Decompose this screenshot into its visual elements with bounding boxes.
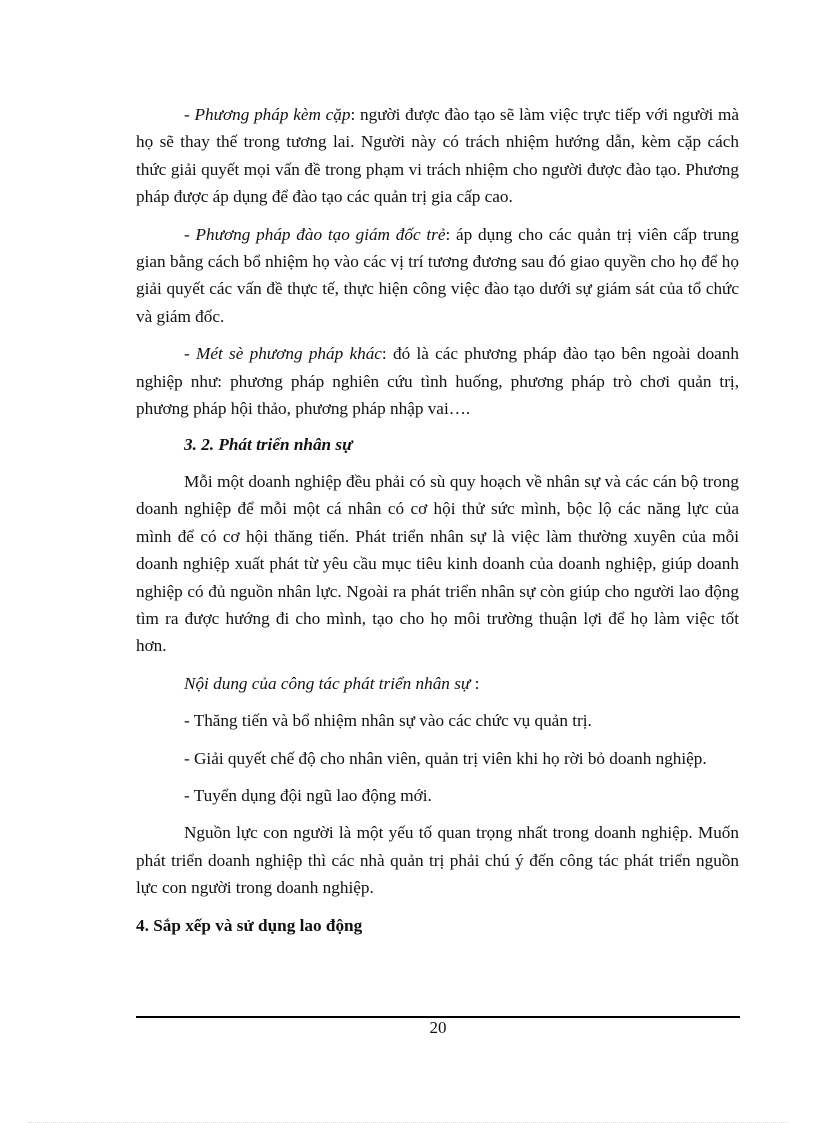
paragraph-human-resources-importance: Nguồn lực con người là một yếu tố quan trọng nhất trong doanh nghiệp. Muốn phát triển doanh nghiệp thì các nhà quản trị phải chú ý đến công tác phát triển nguồn lực con người trong doanh nghiệp. (136, 823, 739, 898)
paragraph-young-director-method: - Phương pháp đào tạo giám đốc trẻ: áp dụng cho các quản trị viên cấp trung gian bằng cách bổ nhiệm họ vào các vị trí tương đương sau đó giao quyền cho họ để họ giải quyết các vấn đề thực tế, thực hiện công việc đào tạo dưới sự giám sát của tổ chức và giám đốc. (136, 224, 739, 326)
list-item-resolve-policy: - Giải quyết chế độ cho nhân viên, quản trị viên khi họ rời bỏ doanh nghiệp. (184, 748, 707, 768)
content-intro: Nội dung của công tác phát triển nhân sự : (184, 673, 480, 693)
paragraph-coaching-method: - Phương pháp kèm cặp: người được đào tạo sẽ làm việc trực tiếp với người mà họ sẽ thay thế trong tương lai. Người này có trách nhiệm hướng dẫn, kèm cặp cách thức giải quyết mọi vấn đề trong phạm vi trách nhiệm cho người được đào tạo. Phương pháp được áp dụng để đào tạo các quản trị gia cấp cao. (136, 105, 739, 207)
term-other-methods: Mét sè phương pháp khác (196, 344, 382, 364)
list-item-promotion: - Thăng tiến và bổ nhiệm nhân sự vào các chức vụ quản trị. (184, 711, 592, 731)
term-coaching-method: Phương pháp kèm cặp (194, 105, 351, 124)
document-body (136, 101, 739, 939)
section-heading-3-2: 3. 2. Phát triển nhân sự (184, 435, 353, 455)
section-heading-4: 4. Sắp xếp và sử dụng lao động (136, 915, 363, 935)
content-intro-label: Nội dung của công tác phát triển nhân sự (184, 673, 471, 693)
page-number: 20 (429, 1018, 447, 1037)
paragraph-hr-development: Mỗi một doanh nghiệp đều phải có sù quy hoạch về nhân sự và các cán bộ trong doanh nghiệp để mỗi một cá nhân có cơ hội thử sức mình, bộc lộ các năng lực của mình để có cơ hội thăng tiến. Phát triển nhân sự là việc làm thường xuyên của mỗi doanh nghiệp xuất phát từ yêu cầu mục tiêu kinh doanh của doanh nghiệp, giúp doanh nghiệp có đủ nguồn nhân lực. Ngoài ra phát triển nhân sự còn giúp cho người lao động tìm ra được hướng đi cho mình, tạo cho họ môi trường thuận lợi để họ làm việc tốt hơn. (136, 471, 739, 656)
list-item-recruitment: - Tuyển dụng đội ngũ lao động mới. (184, 785, 432, 805)
paragraph-other-methods: - Mét sè phương pháp khác: đó là các phương pháp đào tạo bên ngoài doanh nghiệp như: phương pháp nghiên cứu tình huống, phương pháp trò chơi quản trị, phương pháp hội thảo, phương pháp nhập vai…. (136, 344, 739, 419)
term-young-director-method: Phương pháp đào tạo giám đốc trẻ (195, 224, 446, 244)
